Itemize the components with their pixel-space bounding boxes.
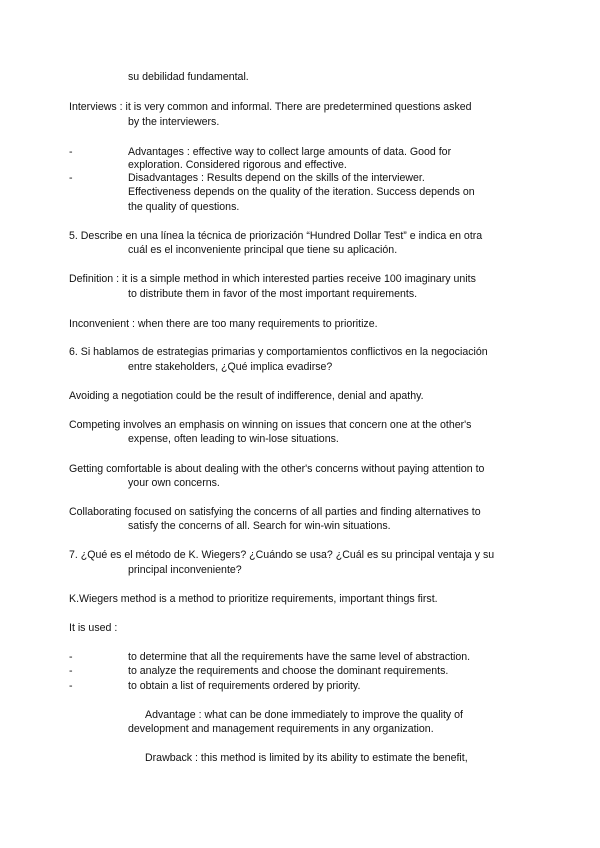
question-line: cuál es el inconveniente principal que tiene su aplicación. (128, 244, 398, 256)
text-line: Effectiveness depends on the quality of the iteration. Success depends on (128, 186, 475, 198)
text-line: It is used : (69, 622, 118, 634)
text-line: Avoiding a negotiation could be the result of indifference, denial and apathy. (69, 390, 424, 402)
text-line: Competing involves an emphasis on winning on issues that concern one at the other's (69, 419, 472, 431)
bullet-dash: - (69, 146, 73, 158)
question-line: 7. ¿Qué es el método de K. Wiegers? ¿Cuándo se usa? ¿Cuál es su principal ventaja y su (69, 549, 495, 561)
text-line: Getting comfortable is about dealing with the other's concerns without paying attention to (69, 463, 485, 475)
bullet-dash: - (69, 651, 73, 663)
question-line: 5. Describe en una línea la técnica de priorización “Hundred Dollar Test” e indica en otra (69, 230, 483, 242)
question-line: 6. Si hablamos de estrategias primarias y comportamientos conflictivos en la negociación (69, 346, 488, 358)
bullet-dash: - (69, 172, 73, 184)
list-item: to determine that all the requirements have the same level of abstraction. (128, 651, 471, 663)
question-line: entre stakeholders, ¿Qué implica evadirse? (128, 361, 333, 373)
question-line: principal inconveniente? (128, 564, 242, 576)
text-line: the quality of questions. (128, 201, 240, 213)
text-line: K.Wiegers method is a method to prioritize requirements, important things first. (69, 593, 438, 605)
list-item: to obtain a list of requirements ordered by priority. (128, 680, 361, 692)
text-line: Collaborating focused on satisfying the concerns of all parties and finding alternatives to (69, 506, 481, 518)
text-line: satisfy the concerns of all. Search for win-win situations. (128, 520, 391, 532)
bullet-dash: - (69, 665, 73, 677)
text-line: Interviews : it is very common and informal. There are predetermined questions asked (69, 101, 472, 113)
text-line: Inconvenient : when there are too many requirements to prioritize. (69, 318, 378, 330)
text-line: Advantage : what can be done immediately to improve the quality of (145, 709, 463, 721)
text-line: development and management requirements in any organization. (128, 723, 434, 735)
text-line: su debilidad fundamental. (128, 71, 249, 83)
text-line: your own concerns. (128, 477, 220, 489)
text-line: Drawback : this method is limited by its ability to estimate the benefit, (145, 752, 468, 764)
list-item: to analyze the requirements and choose the dominant requirements. (128, 665, 449, 677)
text-line: expense, often leading to win-lose situations. (128, 433, 339, 445)
text-line: by the interviewers. (128, 116, 220, 128)
text-line: Definition : it is a simple method in which interested parties receive 100 imaginary units (69, 273, 476, 285)
text-line: Advantages : effective way to collect large amounts of data. Good for (128, 146, 452, 158)
text-line: exploration. Considered rigorous and effective. (128, 159, 347, 171)
text-line: to distribute them in favor of the most important requirements. (128, 288, 418, 300)
text-line: Disadvantages : Results depend on the skills of the interviewer. (128, 172, 425, 184)
bullet-dash: - (69, 680, 73, 692)
